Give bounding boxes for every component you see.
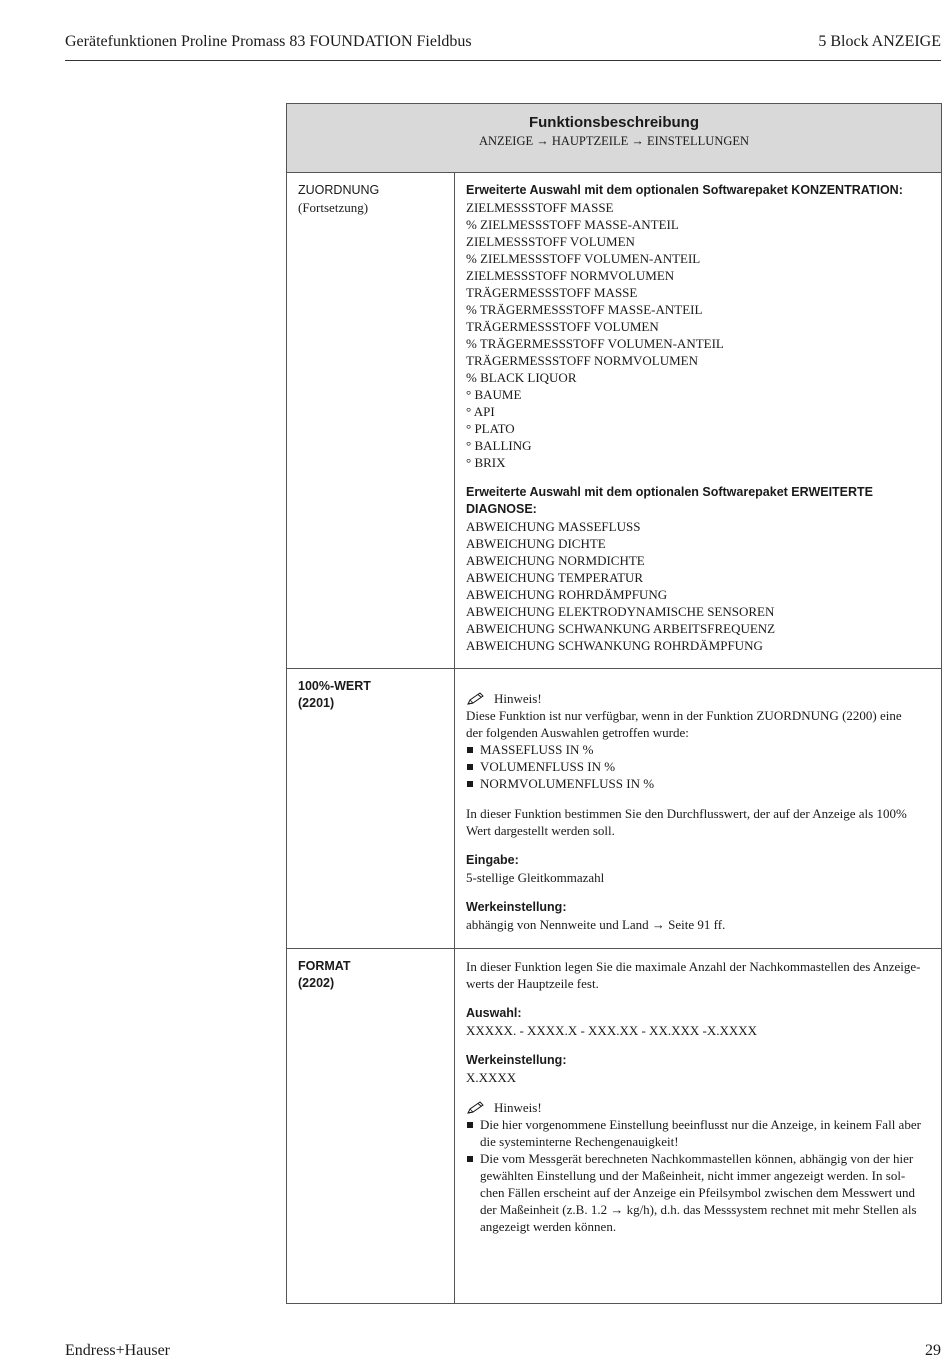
list-item: % TRÄGERMESSSTOFF VOLUMEN-ANTEIL xyxy=(466,336,724,351)
list-item: ABWEICHUNG SCHWANKUNG ROHRDÄMPFUNG xyxy=(466,638,763,653)
list-item: TRÄGERMESSSTOFF MASSE xyxy=(466,285,638,300)
note-label: Hinweis! xyxy=(494,1100,542,1115)
diagnose-heading-line2: DIAGNOSE: xyxy=(466,502,537,516)
default-value: abhängig von Nennweite und Land → Seite 91 ff. xyxy=(466,917,726,932)
list-item: % ZIELMESSSTOFF MASSE-ANTEIL xyxy=(466,217,679,232)
function-name: FORMAT xyxy=(298,959,351,973)
function-description-cell xyxy=(455,669,942,949)
header-title: Gerätefunktionen Proline Promass 83 FOUNDATION Fieldbus xyxy=(65,33,472,50)
bullet-square-icon xyxy=(467,781,473,787)
note-text-line: der folgenden Auswahlen getroffen wurde: xyxy=(466,725,689,740)
bullet-square-icon xyxy=(467,764,473,770)
list-item: ABWEICHUNG ROHRDÄMPFUNG xyxy=(466,587,668,602)
bullet-square-icon xyxy=(467,1122,473,1128)
page-number: 29 xyxy=(925,1342,941,1359)
choice-label: Auswahl: xyxy=(466,1006,522,1020)
pencil-note-icon xyxy=(466,1101,488,1115)
description-line: werts der Hauptzeile fest. xyxy=(466,976,599,991)
function-code: (2201) xyxy=(298,696,335,710)
list-item: % TRÄGERMESSSTOFF MASSE-ANTEIL xyxy=(466,302,703,317)
list-item: ABWEICHUNG NORMDICHTE xyxy=(466,553,645,568)
list-item: ° PLATO xyxy=(466,421,515,436)
table-header xyxy=(287,104,942,173)
header-section: 5 Block ANZEIGE xyxy=(818,33,941,50)
list-item: ABWEICHUNG ELEKTRODYNAMISCHE SENSOREN xyxy=(466,604,775,619)
note-label: Hinweis! xyxy=(494,691,542,706)
table-row-format xyxy=(287,949,942,1304)
note-heading xyxy=(466,1099,931,1116)
list-item: ZIELMESSSTOFF NORMVOLUMEN xyxy=(466,268,675,283)
list-item: ° BAUME xyxy=(466,387,522,402)
diagnose-heading-line1: Erweiterte Auswahl mit dem optionalen Softwarepaket ERWEITERTE xyxy=(466,485,874,499)
list-item: ZIELMESSSTOFF VOLUMEN xyxy=(466,234,635,249)
default-label: Werkeinstellung: xyxy=(466,1053,567,1067)
diagnose-list xyxy=(466,518,931,654)
default-label: Werkeinstellung: xyxy=(466,900,567,914)
description-line: In dieser Funktion legen Sie die maximale Anzahl der Nachkommastellen des Anzeige- xyxy=(466,959,921,974)
list-item: TRÄGERMESSSTOFF NORMVOLUMEN xyxy=(466,353,698,368)
footer-brand: Endress+Hauser xyxy=(65,1342,170,1359)
bullet-item: NORMVOLUMENFLUSS IN % xyxy=(466,775,931,792)
description-line: Wert dargestellt werden soll. xyxy=(466,823,615,838)
note-text-line: Diese Funktion ist nur verfügbar, wenn in der Funktion ZUORDNUNG (2200) eine xyxy=(466,708,902,723)
function-name-cell xyxy=(287,949,455,1304)
default-value: X.XXXX xyxy=(466,1070,517,1085)
function-name: ZUORDNUNG xyxy=(298,183,380,197)
list-item: ABWEICHUNG DICHTE xyxy=(466,536,606,551)
input-label: Eingabe: xyxy=(466,853,519,867)
function-subtitle: (Fortsetzung) xyxy=(298,200,369,215)
function-description-cell xyxy=(455,949,942,1304)
list-item: ° BALLING xyxy=(466,438,532,453)
list-item: % ZIELMESSSTOFF VOLUMEN-ANTEIL xyxy=(466,251,701,266)
bullet-item: MASSEFLUSS IN % xyxy=(466,741,931,758)
bullet-item: VOLUMENFLUSS IN % xyxy=(466,758,931,775)
function-table xyxy=(286,103,942,1304)
bullet-square-icon xyxy=(467,747,473,753)
function-name-cell xyxy=(287,669,455,949)
table-path: ANZEIGE → HAUPTZEILE → EINSTELLUNGEN xyxy=(478,134,750,148)
function-description-cell xyxy=(455,173,942,669)
function-code: (2202) xyxy=(298,976,335,990)
list-item: TRÄGERMESSSTOFF VOLUMEN xyxy=(466,319,659,334)
list-item: ABWEICHUNG TEMPERATUR xyxy=(466,570,644,585)
list-item: % BLACK LIQUOR xyxy=(466,370,577,385)
list-item: ° API xyxy=(466,404,495,419)
note-heading xyxy=(466,690,931,707)
list-item: ° BRIX xyxy=(466,455,506,470)
pencil-note-icon xyxy=(466,692,488,706)
choice-value: XXXXX. - XXXX.X - XXX.XX - XX.XXX -X.XXXX xyxy=(466,1023,758,1038)
table-row-100-wert xyxy=(287,669,942,949)
function-name: 100%-WERT xyxy=(298,679,371,693)
page-header xyxy=(65,30,941,61)
bullet-item: Die hier vorgenommene Einstellung beeinflusst nur die Anzeige, in keinem Fall aber die systeminterne Rechengenauigkeit! xyxy=(466,1116,931,1150)
function-name-cell xyxy=(287,173,455,669)
list-item: ABWEICHUNG SCHWANKUNG ARBEITSFREQUENZ xyxy=(466,621,776,636)
list-item: ZIELMESSSTOFF MASSE xyxy=(466,200,614,215)
bullet-item: Die vom Messgerät berechneten Nachkommastellen können, abhängig von der hier gewählten Einstellung und der Maßeinheit, nicht immer angezeigt werden. In sol- chen Fällen erscheint auf der Anzeige ein Pfeilsymbol zwischen dem Messwert und der Maßeinheit (z.B. 1.2 → kg/h), d.h. das Messsystem rechnet mit mehr Stellen als angezeigt werden können. xyxy=(466,1150,931,1235)
konzentration-list xyxy=(466,199,931,471)
input-value: 5-stellige Gleitkommazahl xyxy=(466,870,605,885)
table-title: Funktionsbeschreibung xyxy=(528,114,699,131)
description-line: In dieser Funktion bestimmen Sie den Durchflusswert, der auf der Anzeige als 100% xyxy=(466,806,907,821)
bullet-square-icon xyxy=(467,1156,473,1162)
konzentration-heading: Erweiterte Auswahl mit dem optionalen Softwarepaket KONZENTRATION: xyxy=(466,183,903,197)
list-item: ABWEICHUNG MASSEFLUSS xyxy=(466,519,641,534)
table-row-zuordnung xyxy=(287,173,942,669)
